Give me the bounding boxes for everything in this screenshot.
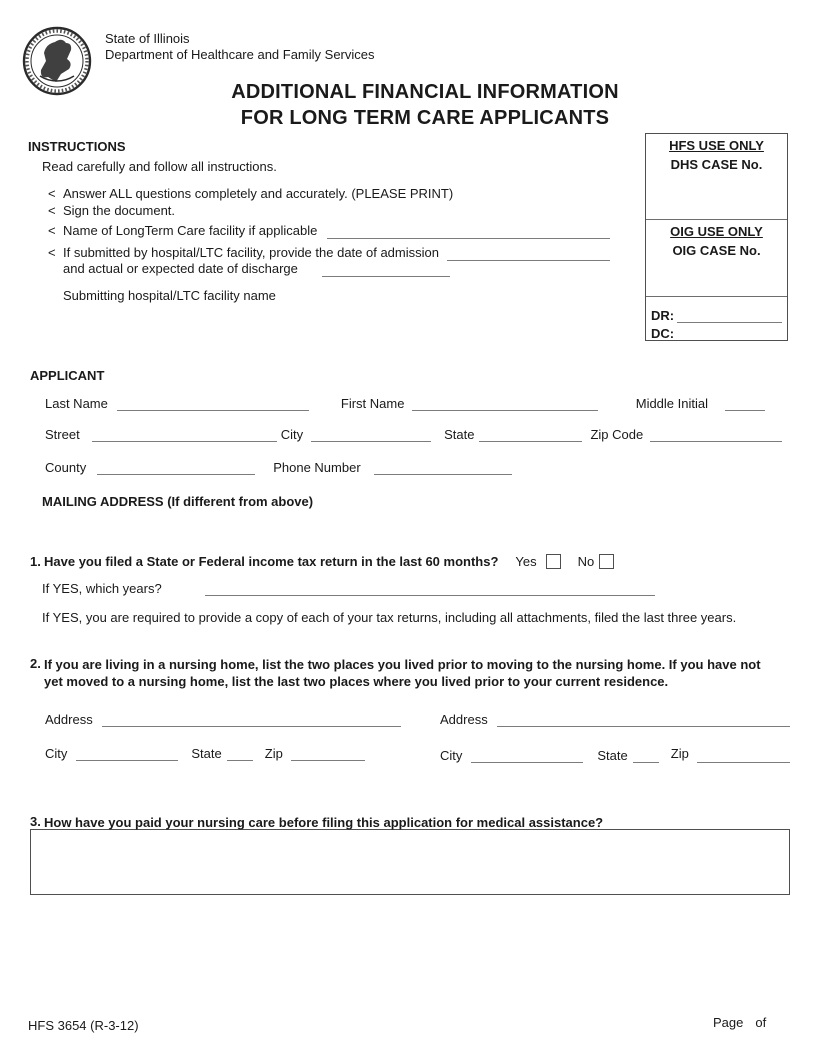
state-blank[interactable]	[479, 427, 582, 442]
submitting-facility-label: Submitting hospital/LTC facility name	[63, 288, 276, 303]
city-label: City	[440, 748, 463, 763]
agency-header	[105, 31, 375, 63]
bullet-icon: <	[48, 223, 56, 238]
zip-code-blank[interactable]	[650, 427, 782, 442]
question-1-number: 1.	[30, 554, 41, 569]
agency-line1: State of Illinois	[105, 31, 190, 46]
residence1-city-blank[interactable]	[76, 746, 178, 761]
applicant-address-row	[45, 427, 790, 442]
residence1-address-blank[interactable]	[102, 712, 401, 727]
county-label: County	[45, 460, 87, 475]
first-name-label: First Name	[340, 396, 405, 411]
dhs-case-no-label: DHS CASE No.	[670, 157, 763, 172]
middle-initial-label: Middle Initial	[635, 396, 708, 411]
oig-use-section	[646, 219, 787, 296]
question-3	[30, 814, 790, 895]
oig-case-no-label: OIG CASE No.	[672, 243, 761, 258]
instruction-bullet-discharge	[48, 261, 610, 277]
no-label: No	[577, 554, 595, 569]
bullet-text: Name of LongTerm Care facility if applicable	[63, 223, 318, 238]
instructions-heading: INSTRUCTIONS	[28, 139, 126, 154]
instruction-bullet-sign	[48, 203, 610, 219]
street-label: Street	[45, 427, 80, 442]
page-footer	[713, 1015, 766, 1030]
question-2	[30, 656, 790, 763]
mailing-address-heading: MAILING ADDRESS (If different from above)	[42, 494, 314, 509]
page-label: Page	[713, 1015, 744, 1030]
bullet-icon: <	[48, 203, 56, 218]
form-title-line1: ADDITIONAL FINANCIAL INFORMATION	[231, 81, 619, 103]
question-3-text: How have you paid your nursing care before filing this application for medical assistance?	[44, 815, 604, 830]
county-blank[interactable]	[97, 460, 255, 475]
zip-label: Zip	[264, 746, 283, 761]
form-number: HFS 3654 (R-3-12)	[28, 1018, 139, 1033]
city-label: City	[280, 427, 304, 442]
yes-label: Yes	[515, 554, 537, 569]
question-1	[30, 554, 790, 625]
bullet-icon: <	[48, 186, 56, 201]
dr-blank[interactable]	[677, 308, 782, 323]
yes-checkbox[interactable]	[546, 554, 561, 569]
middle-initial-blank[interactable]	[725, 396, 765, 411]
city-blank[interactable]	[311, 427, 431, 442]
state-label: State	[444, 427, 475, 442]
residence1-zip-blank[interactable]	[291, 746, 365, 761]
question-1-text: Have you filed a State or Federal income tax return in the last 60 months?	[44, 554, 499, 569]
of-label: of	[755, 1015, 767, 1030]
instructions-intro: Read carefully and follow all instructions.	[42, 159, 277, 174]
bullet-icon: <	[48, 245, 56, 260]
question-2-number: 2.	[30, 656, 41, 671]
tax-years-blank[interactable]	[205, 581, 655, 596]
street-blank[interactable]	[92, 427, 277, 442]
residence1-state-blank[interactable]	[227, 746, 253, 761]
dr-label: DR:	[651, 308, 675, 323]
q3-answer-box[interactable]	[30, 829, 790, 895]
no-checkbox[interactable]	[599, 554, 614, 569]
dc-label: DC:	[651, 326, 675, 341]
applicant-county-row	[45, 460, 790, 475]
first-name-blank[interactable]	[412, 396, 598, 411]
agency-line2: Department of Healthcare and Family Services	[105, 47, 375, 62]
form-title-line2: FOR LONG TERM CARE APPLICANTS	[240, 107, 610, 129]
ltc-facility-name-blank[interactable]	[327, 224, 610, 239]
applicant-heading: APPLICANT	[30, 368, 105, 383]
residence2-address-blank[interactable]	[497, 712, 790, 727]
residence2-zip-blank[interactable]	[697, 748, 790, 763]
zip-label: Zip	[670, 746, 689, 761]
tax-returns-note: If YES, you are required to provide a copy of each of your tax returns, including all attachments, filed the last three years.	[42, 610, 737, 625]
phone-number-blank[interactable]	[374, 460, 512, 475]
city-label: City	[45, 746, 68, 761]
question-2-text: If you are living in a nursing home, list the two places you lived prior to moving to the nursing home. If you have not yet moved to a nursing home, list the last two places where you lived prior to your current residence.	[44, 657, 761, 689]
bullet-text: and actual or expected date of discharge	[63, 261, 298, 276]
residence2-city-blank[interactable]	[471, 748, 583, 763]
official-use-box	[645, 133, 788, 341]
last-name-label: Last Name	[45, 396, 108, 411]
applicant-name-row	[45, 396, 790, 411]
bullet-text: Answer ALL questions completely and accurately. (PLEASE PRINT)	[63, 186, 454, 201]
residence-1-column	[45, 712, 401, 763]
state-label: State	[597, 748, 628, 763]
residence-2-column	[440, 712, 790, 763]
last-name-blank[interactable]	[117, 396, 309, 411]
address-label: Address	[45, 712, 93, 727]
dr-dc-section	[646, 296, 787, 341]
question-3-number: 3.	[30, 814, 41, 829]
if-yes-years-label: If YES, which years?	[42, 581, 162, 596]
address-label: Address	[440, 712, 488, 727]
hfs-use-section	[646, 134, 787, 219]
state-label: State	[191, 746, 222, 761]
instruction-bullet-facility	[48, 223, 610, 239]
phone-number-label: Phone Number	[273, 460, 361, 475]
form-title	[34, 79, 816, 131]
zip-code-label: Zip Code	[590, 427, 644, 442]
oig-use-only-heading: OIG USE ONLY	[670, 224, 763, 239]
residence2-state-blank[interactable]	[633, 748, 659, 763]
instructions-section	[28, 139, 610, 303]
instruction-bullet-admission	[48, 245, 610, 261]
discharge-date-blank[interactable]	[322, 262, 450, 277]
bullet-text: If submitted by hospital/LTC facility, provide the date of admission	[63, 245, 439, 260]
admission-date-blank[interactable]	[447, 246, 610, 261]
instruction-bullet-answer	[48, 186, 610, 202]
hfs-use-only-heading: HFS USE ONLY	[669, 138, 764, 153]
bullet-text: Sign the document.	[63, 203, 176, 218]
